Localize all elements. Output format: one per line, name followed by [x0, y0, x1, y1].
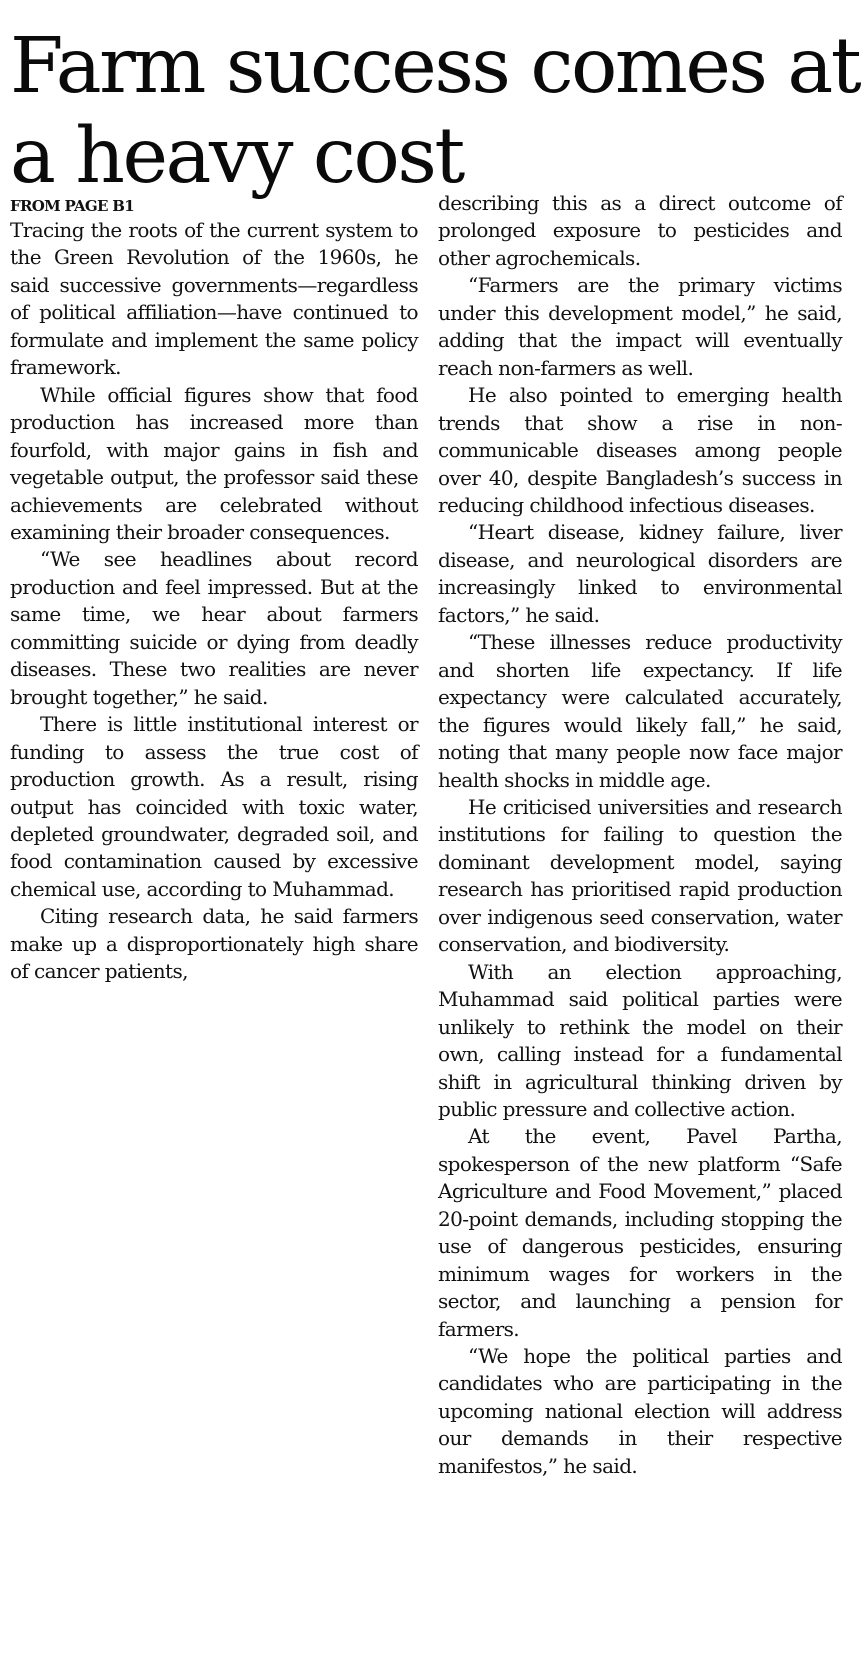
paragraph: While official figures show that food production has increased more than fourfold, with major gains in fish and vegetable output, the professor said these achievements are celebrated without examining their broader consequences. [10, 382, 418, 544]
paragraph: He also pointed to emerging health trends that show a rise in non-communicable diseases among people over 40, despite Bangladesh’s success in reducing childhood infectious diseases. [438, 383, 842, 517]
paragraph: Citing research data, he said farmers make up a disproportionately high share of cancer patients, [10, 904, 418, 984]
jump-kicker: FROM PAGE B1 [10, 197, 135, 215]
paragraph: “We see headlines about record production and feel impressed. But at the same time, we hear about farmers committing suicide or dying from deadly diseases. These two realities are never brought together,” he said. [10, 547, 418, 709]
paragraph: describing this as a direct outcome of prolonged exposure to pesticides and other agrochemicals. [438, 191, 842, 270]
article-column-left [10, 199, 418, 986]
paragraph: “Farmers are the primary victims under this development model,” he said, adding that the impact will eventually reach non-farmers as well. [438, 273, 842, 380]
paragraph: Tracing the roots of the current system to the Green Revolution of the 1960s, he said successive governments—regardless of political affiliation—have continued to formulate and implement the same policy framework. [10, 218, 418, 380]
paragraph: At the event, Pavel Partha, spokesperson of the new platform “Safe Agriculture and Food Movement,” placed 20-point demands, including stopping the use of dangerous pesticides, ensuring minimum wages for workers in the sector, and launching a pension for farmers. [438, 1124, 842, 1341]
article-column-right [438, 190, 842, 1480]
paragraph: “These illnesses reduce productivity and shorten life expectancy. If life expectancy were calculated accurately, the figures would likely fall,” he said, noting that many people now face major health shocks in middle age. [438, 630, 842, 792]
paragraph: He criticised universities and research institutions for failing to question the dominant development model, saying research has prioritised rapid production over indigenous seed conservation, water conservation, and biodiversity. [438, 794, 842, 957]
paragraph: There is little institutional interest or funding to assess the true cost of production growth. As a result, rising output has coincided with toxic water, depleted groundwater, degraded soil, and food contamination caused by excessive chemical use, according to Muhammad. [10, 712, 418, 901]
paragraph: “Heart disease, kidney failure, liver disease, and neurological disorders are increasingly linked to environmental factors,” he said. [438, 520, 842, 627]
paragraph: “We hope the political parties and candidates who are participating in the upcoming national election will address our demands in their respective manifestos,” he said. [438, 1344, 842, 1478]
headline: Farm success comes at a heavy cost [10, 22, 860, 201]
paragraph: With an election approaching, Muhammad said political parties were unlikely to rethink the model on their own, calling instead for a fundamental shift in agricultural thinking driven by public pressure and collective action. [438, 959, 842, 1121]
